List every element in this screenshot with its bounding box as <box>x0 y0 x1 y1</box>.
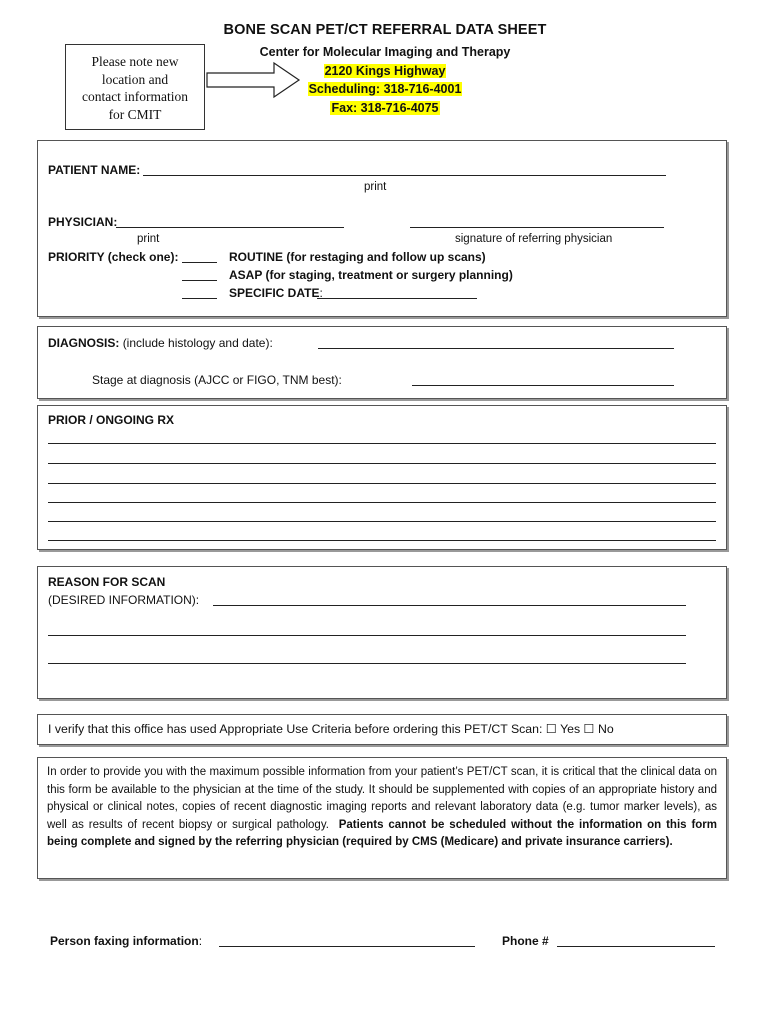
patient-name-field[interactable] <box>143 175 666 176</box>
no-label: No <box>598 722 614 736</box>
prior-rx-line[interactable] <box>48 443 716 444</box>
priority-specific-check[interactable] <box>182 298 217 299</box>
prior-rx-line[interactable] <box>48 463 716 464</box>
priority-specific-date-label: SPECIFIC DATE: <box>229 286 323 300</box>
note-line: contact information <box>81 89 189 104</box>
scheduling-phone: Scheduling: 318-716-4001 <box>308 82 462 96</box>
note-line: location and <box>101 71 169 87</box>
info-paragraph: In order to provide you with the maximum possible information from your patient’s PET/CT scan, it is critical that the clinical data on this form be available to the physician at the time of the study. It should be supplemented with copies of an appropriate history and physical or clinical notes, copies of recent diagnostic imaging reports and relevant laboratory data (e.g. tumor marker levels), as well as results of recent biopsy or surgical pathology. Patients cannot be scheduled without the information on this form being complete and signed by the referring physician (required by CMS (Medicare) and private insurance carriers). <box>47 766 718 848</box>
patient-name-label: PATIENT NAME: <box>48 163 141 177</box>
signature-hint: signature of referring physician <box>455 233 613 245</box>
yes-label: Yes <box>560 722 581 736</box>
prior-rx-line[interactable] <box>48 502 716 503</box>
physician-print-field[interactable] <box>116 227 344 228</box>
priority-asap-label: ASAP (for staging, treatment or surgery planning) <box>229 268 513 282</box>
info-bold-notice: Patients cannot be scheduled without the information on this form being complete and signed by the referring physician (required by CMS (Medicare) and private insurance carriers). <box>47 818 718 848</box>
phone-field[interactable] <box>557 946 715 947</box>
patient-section <box>37 140 727 317</box>
note-line: for CMIT <box>108 106 162 122</box>
priority-routine-label: ROUTINE (for restaging and follow up scans) <box>229 250 486 264</box>
prior-rx-line[interactable] <box>48 483 716 484</box>
note-line: Please note new <box>91 54 179 69</box>
stage-label: Stage at diagnosis (AJCC or FIGO, TNM best): <box>92 373 342 387</box>
priority-asap-check[interactable] <box>182 280 217 281</box>
person-faxing-field[interactable] <box>219 946 475 947</box>
specific-date-field[interactable] <box>317 298 477 299</box>
stage-field[interactable] <box>412 385 674 386</box>
no-checkbox[interactable]: ☐ <box>583 722 595 736</box>
prior-rx-line[interactable] <box>48 540 716 541</box>
location-note-box <box>65 44 205 130</box>
reason-line[interactable] <box>48 635 686 636</box>
diagnosis-field[interactable] <box>318 348 674 349</box>
reason-line[interactable] <box>48 663 686 664</box>
prior-rx-line[interactable] <box>48 521 716 522</box>
person-faxing-label: Person faxing information: <box>50 934 203 948</box>
verify-statement: I verify that this office has used Appropriate Use Criteria before ordering this PET/CT Scan: ☐ Yes ☐ No <box>48 722 614 736</box>
priority-routine-check[interactable] <box>182 262 217 263</box>
center-address: 2120 Kings Highway <box>324 63 446 78</box>
priority-label: PRIORITY (check one): <box>48 250 179 264</box>
physician-print-hint: print <box>137 233 160 245</box>
reason-field[interactable] <box>213 605 686 606</box>
phone-label: Phone # <box>502 934 549 948</box>
reason-label: REASON FOR SCAN <box>48 575 166 589</box>
physician-label: PHYSICIAN: <box>48 215 118 229</box>
physician-signature-field[interactable] <box>410 227 664 228</box>
page-title: BONE SCAN PET/CT REFERRAL DATA SHEET <box>223 22 547 38</box>
center-name: Center for Molecular Imaging and Therapy <box>259 45 511 59</box>
prior-rx-label: PRIOR / ONGOING RX <box>48 413 175 427</box>
diagnosis-label: DIAGNOSIS: (include histology and date): <box>48 336 273 350</box>
desired-info-label: (DESIRED INFORMATION): <box>48 593 200 607</box>
yes-checkbox[interactable]: ☐ <box>545 722 557 736</box>
center-contact-info <box>215 43 555 117</box>
fax-number: Fax: 318-716-4075 <box>331 100 439 115</box>
patient-name-print-hint: print <box>364 181 387 193</box>
